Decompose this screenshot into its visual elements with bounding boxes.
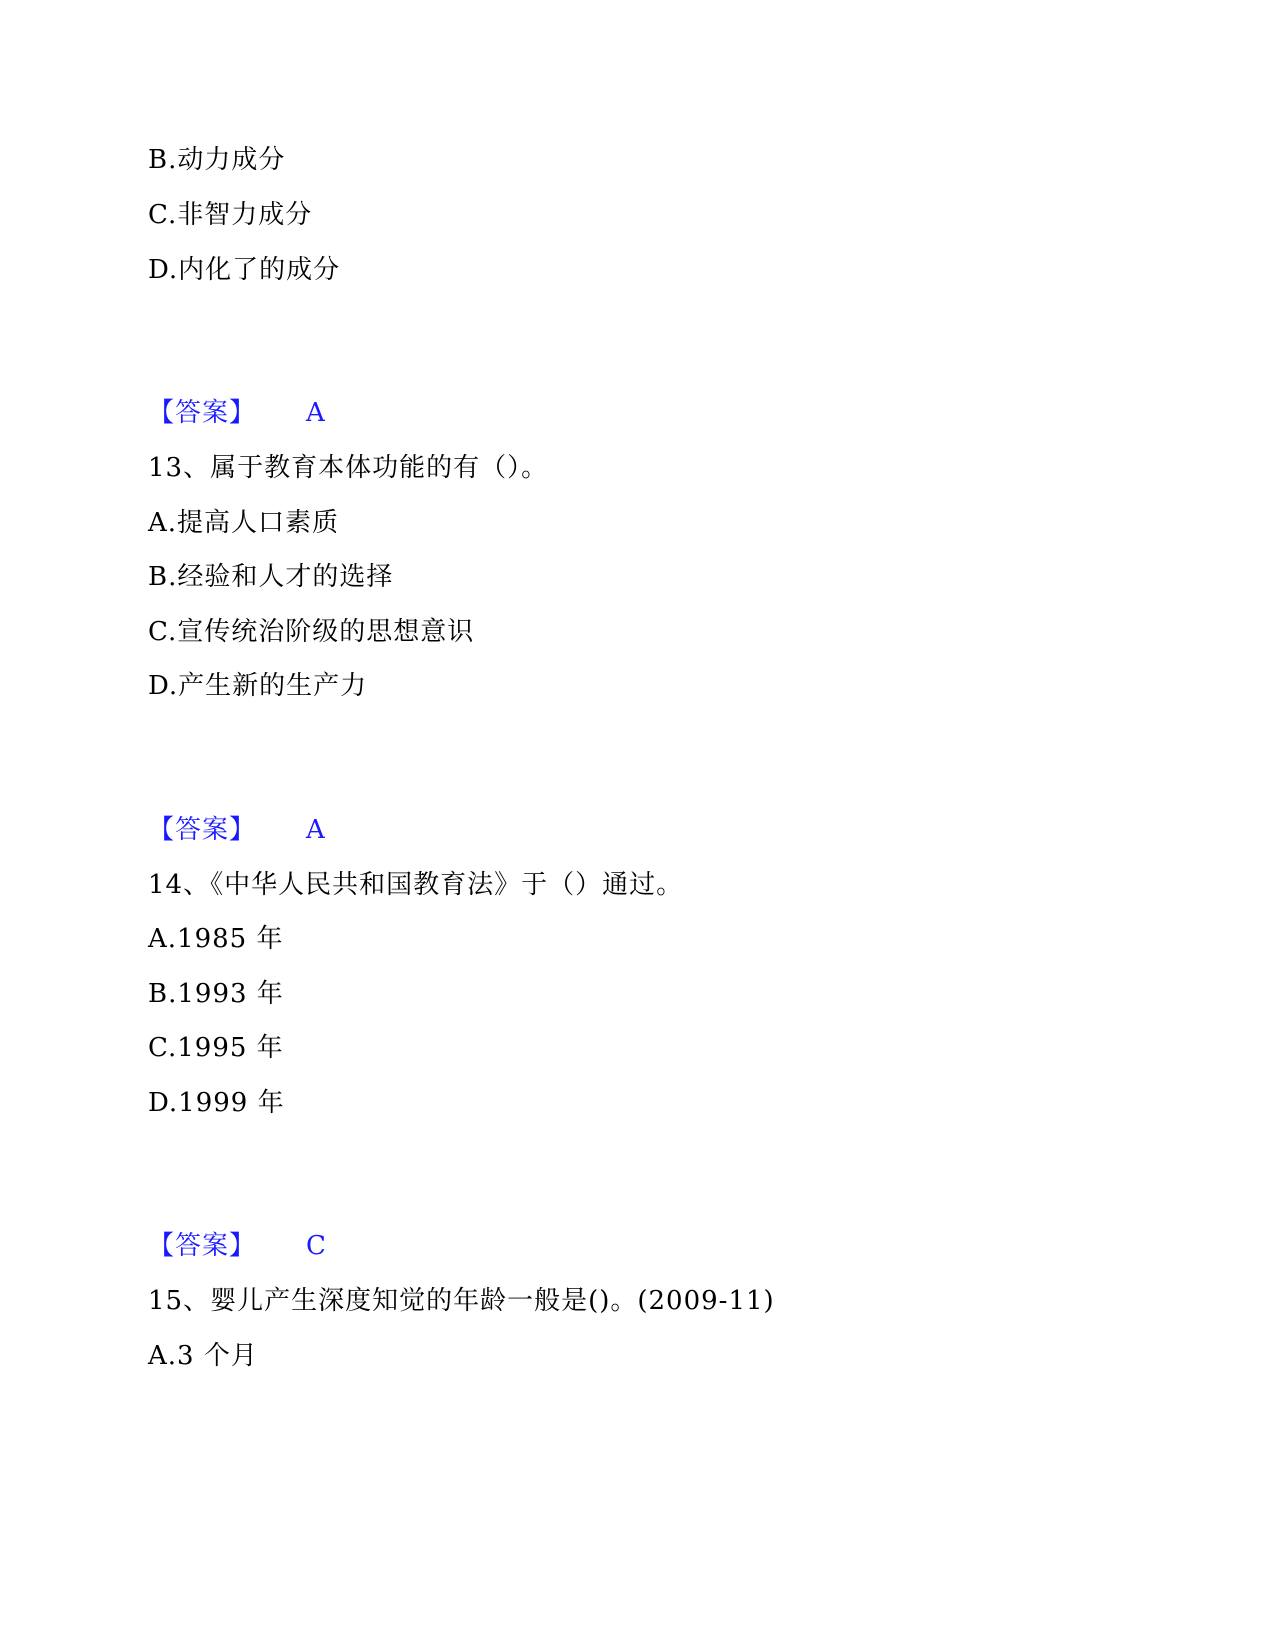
option-c: C.非智力成分 [148,200,313,230]
answer-line [148,1230,327,1262]
question-13: 13、属于教育本体功能的有（）。 [148,453,549,483]
option-a: A.1985 年 [148,924,284,954]
answer-line [148,397,326,429]
option-a: A.提高人口素质 [148,508,340,538]
option-d: D.1999 年 [148,1088,285,1118]
answer-value: C [306,1231,327,1261]
option-c: C.宣传统治阶级的思想意识 [148,617,475,647]
option-c: C.1995 年 [148,1033,284,1063]
answer-label: 【答案】 [148,1231,257,1261]
option-d: D.产生新的生产力 [148,671,368,701]
option-d: D.内化了的成分 [148,255,341,285]
question-15: 15、婴儿产生深度知觉的年龄一般是()。(2009-11) [148,1286,775,1316]
option-b: B.动力成分 [148,145,286,175]
answer-label: 【答案】 [148,398,257,428]
answer-value: A [306,815,326,845]
answer-value: A [306,398,326,428]
answer-label: 【答案】 [148,815,257,845]
question-14: 14、《中华人民共和国教育法》于（）通过。 [148,870,684,900]
option-a: A.3 个月 [148,1341,258,1371]
answer-line [148,814,326,846]
option-b: B.1993 年 [148,979,284,1009]
option-b: B.经验和人才的选择 [148,562,394,592]
